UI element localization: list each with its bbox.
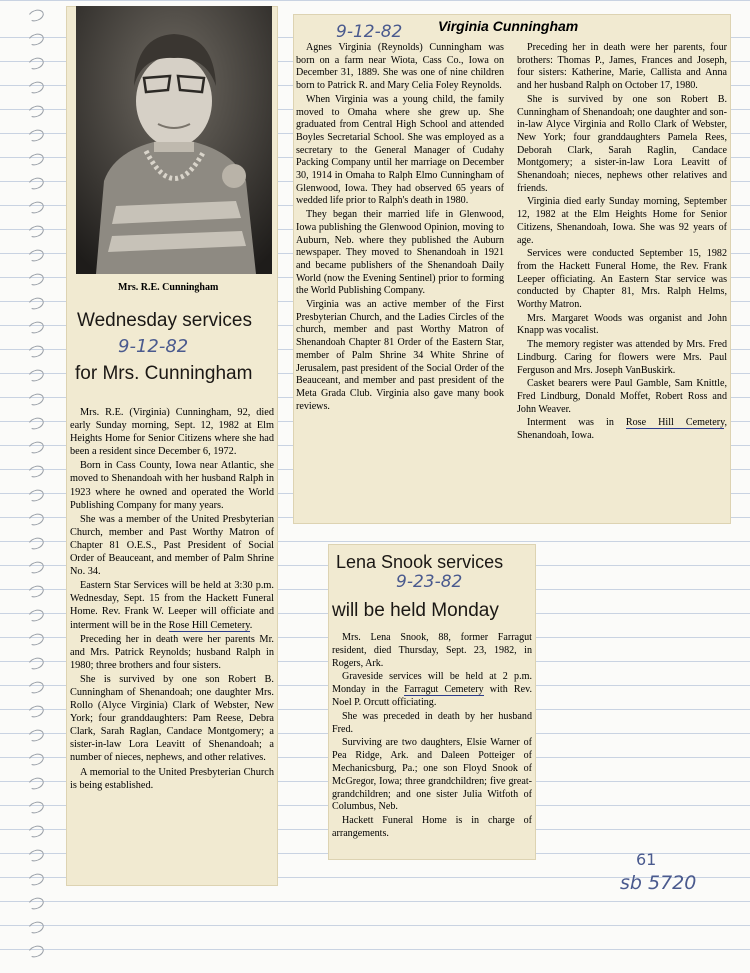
article-column-left: [296, 42, 504, 414]
binding-ring: [27, 224, 46, 240]
binding-ring: [27, 872, 46, 888]
binding-ring: [27, 392, 46, 408]
portrait-photo: [76, 6, 272, 274]
paragraph: Born in Cass County, Iowa near Atlantic, she moved to Shenandoah with her husband Ralph in 1923 where he owned and operated the World Publishing Company for many years.: [70, 460, 274, 511]
paragraph: Mrs. Margaret Woods was organist and John Knapp was vocalist.: [517, 312, 727, 337]
binding-ring: [27, 920, 46, 936]
binding-ring: [27, 488, 46, 504]
binding-ring: [27, 416, 46, 432]
binding-ring: [27, 248, 46, 264]
binding-ring: [27, 656, 46, 672]
binding-ring: [27, 440, 46, 456]
photo-caption: Mrs. R.E. Cunningham: [118, 282, 219, 293]
services-text: Eastern Star Services will be held at 3:30 p.m. Wednesday, Sept. 15 from the Hackett Funeral Home. Rev. Frank W. Leeper will officiate and interment will be in the: [70, 580, 274, 631]
paragraph: Agnes Virginia (Reynolds) Cunningham was born on a farm near Wiota, Cass Co., Iowa on December 31, 1889. She was one of nine children born to Patrick R. and Mary Celia Foley Reynolds.: [296, 42, 504, 92]
graveside-end: with Rev. Noel P. Orcutt officiating.: [332, 684, 532, 708]
paragraph-services: [70, 579, 274, 631]
binding-ring: [27, 536, 46, 552]
paragraph: The memory register was attended by Mrs. Fred Lindburg. Caring for flowers were Mrs. Paul Ferguson and Mrs. Joseph VanBuskirk.: [517, 339, 727, 376]
farragut-cemetery-underlined: Farragut Cemetery: [404, 684, 484, 696]
paragraph: She was a member of the United Presbyterian Church, member and Past Worthy Matron of Chapter 81 O.E.S., Past President of Social Order of Beauceant, and member of Palm Shrine No. 34.: [70, 513, 274, 578]
binding-ring: [27, 944, 46, 960]
paragraph: Virginia died early Sunday morning, September 12, 1982 at the Elm Heights Home for Senior Citizens, Shenandoah, Iowa. She was 92 years of age.: [517, 196, 727, 246]
binding-ring: [27, 200, 46, 216]
article-body-cunningham-services: [70, 406, 274, 793]
paragraph: Preceding her in death were her parents, four brothers: Thomas P., James, Frances and Joseph, four sisters: Katherine, Marie, Callista and Anna and her husband Ralph on October 17, 1980.: [517, 42, 727, 92]
headline-held-monday: will be held Monday: [332, 600, 499, 621]
handwritten-date: 9-12-82: [118, 336, 189, 357]
interment-text: Interment was in: [527, 417, 626, 429]
paragraph: Mrs. Lena Snook, 88, former Farragut resident, died Thursday, Sept. 23, 1982, in Rogers, Ark.: [332, 632, 532, 669]
headline-lena-snook-services: Lena Snook services: [336, 552, 504, 572]
paragraph: Services were conducted September 15, 1982 from the Hackett Funeral Home, the Rev. Frank Leeper officiating. An Eastern Star service was conducted by Chapter 81, Mrs. Ralph Helms, Worthy Matron.: [517, 248, 727, 311]
headline-wednesday-services: Wednesday services: [77, 310, 252, 331]
binding-ring: [27, 464, 46, 480]
handwritten-reference-code: sb 5720: [620, 872, 697, 894]
binding-ring: [27, 80, 46, 96]
binding-ring: [27, 32, 46, 48]
handwritten-page-number: 61: [636, 850, 657, 869]
paragraph: Surviving are two daughters, Elsie Warner of Pea Ridge, Ark. and Daleen Potteiger of Mechanicsburg, Pa.; one son Floyd Snook of McGregor, Iowa; three grandchildren; five great-grandchildren; and one sister Julia Witfoth of Columbus, Neb.: [332, 737, 532, 813]
binding-ring: [27, 320, 46, 336]
interment-end: , Shenandoah, Iowa.: [517, 417, 727, 442]
spiral-binding: [28, 0, 52, 973]
paragraph: A memorial to the United Presbyterian Church is being established.: [70, 766, 274, 791]
binding-ring: [27, 128, 46, 144]
rose-hill-cemetery-underlined: Rose Hill Cemetery: [625, 417, 725, 429]
binding-ring: [27, 584, 46, 600]
article-column-right: [517, 42, 727, 444]
article-body-lena-snook: [332, 632, 532, 842]
handwritten-date: 9-12-82: [336, 22, 403, 42]
byline-virginia-cunningham: Virginia Cunningham: [438, 18, 579, 34]
headline-for-mrs-cunningham: for Mrs. Cunningham: [75, 363, 253, 384]
handwritten-date: 9-23-82: [396, 572, 463, 592]
binding-ring: [27, 776, 46, 792]
paragraph: When Virginia was a young child, the family moved to Omaha where she grew up. She graduated from Central High School and attended Boyles Secretarial School. She was employed as a secretary to the General Manager of Cudahy Packing Company until her marriage on December 30, 1914 in Omaha to Ralph Elmo Cunningham of Glenwood, Iowa. They had observed 65 years of wedded life prior to Ralph's death in 1980.: [296, 93, 504, 207]
paragraph: She was preceded in death by her husband Fred.: [332, 710, 532, 735]
paragraph: She is survived by one son Robert B. Cunningham of Shenandoah; one daughter Mrs. Rollo (Alyce Virginia) Clark of Webster, New York; four granddaughters: Pam Reese, Debra Clark, Sarah Raglan, Candace Montgomery; a sister-in-law Lora Leavitt of Shenandoah; a number of nieces, nephews, and other relatives.: [70, 673, 274, 764]
binding-ring: [27, 680, 46, 696]
paragraph: Casket bearers were Paul Gamble, Sam Knittle, Fred Lindburg, Donald Moffet, Robert Ross and John Weaver.: [517, 378, 727, 415]
binding-ring: [27, 296, 46, 312]
paragraph-interment: [517, 417, 727, 442]
paragraph: Preceding her in death were her parents Mr. and Mrs. Patrick Reynolds; husband Ralph in 1980; three brothers and four sisters.: [70, 633, 274, 671]
binding-ring: [27, 824, 46, 840]
paragraph: Mrs. R.E. (Virginia) Cunningham, 92, died early Sunday morning, Sept. 12, 1982 at Elm Heights Home for Senior Citizens where she had been a resident since December 6, 1972.: [70, 407, 274, 458]
binding-ring: [27, 848, 46, 864]
binding-ring: [27, 104, 46, 120]
rose-hill-cemetery-underlined: Rose Hill Cemetery: [168, 619, 250, 631]
binding-ring: [27, 896, 46, 912]
paragraph: She is survived by one son Robert B. Cunningham of Shenandoah; one daughter and son-in-law Alyce Virginia and Rollo Clark of Webster, New York; four granddaughters Pamela Rees, Deborah Clark, Sarah Raglin, Candace Montgomery; a sister-in-law Lora Leavitt of Shenandoah; nieces, nephews other relatives and friends.: [517, 93, 727, 194]
binding-ring: [27, 728, 46, 744]
binding-ring: [27, 368, 46, 384]
paragraph-graveside: [332, 671, 532, 709]
binding-ring: [27, 752, 46, 768]
binding-ring: [27, 152, 46, 168]
paragraph: They began their married life in Glenwood, Iowa publishing the Glenwood Opinion, moving to Auburn, Neb. where they published the Auburn newspaper. They moved to Shenandoah in 1921 and became publishers of the Shenandoah Daily World (now the Evening Sentinel) prior to forming the World Publishing Company.: [296, 209, 504, 297]
binding-ring: [27, 800, 46, 816]
binding-ring: [27, 56, 46, 72]
binding-ring: [27, 512, 46, 528]
binding-ring: [27, 344, 46, 360]
binding-ring: [27, 176, 46, 192]
binding-ring: [27, 632, 46, 648]
binding-ring: [27, 608, 46, 624]
binding-ring: [27, 704, 46, 720]
services-end: .: [249, 619, 253, 631]
graveside-text: Graveside services will be held at 2 p.m. Monday in the: [332, 671, 532, 696]
binding-ring: [27, 272, 46, 288]
binding-ring: [27, 8, 46, 24]
binding-ring: [27, 560, 46, 576]
paragraph: Hackett Funeral Home is in charge of arrangements.: [332, 815, 532, 839]
portrait-image: [76, 6, 272, 274]
paragraph: Virginia was an active member of the First Presbyterian Church, and the Ladies Circles of the church, member and past Worthy Matron of Shenandoah Chapter 81 Order of the Eastern Star, member of Palm Shrine 34 White Shrine of Jerusalem, past president of the Social Order of the Beauceant, and member and past president of the Meta Grada Club. Virginia also gave many book reviews.: [296, 299, 504, 412]
